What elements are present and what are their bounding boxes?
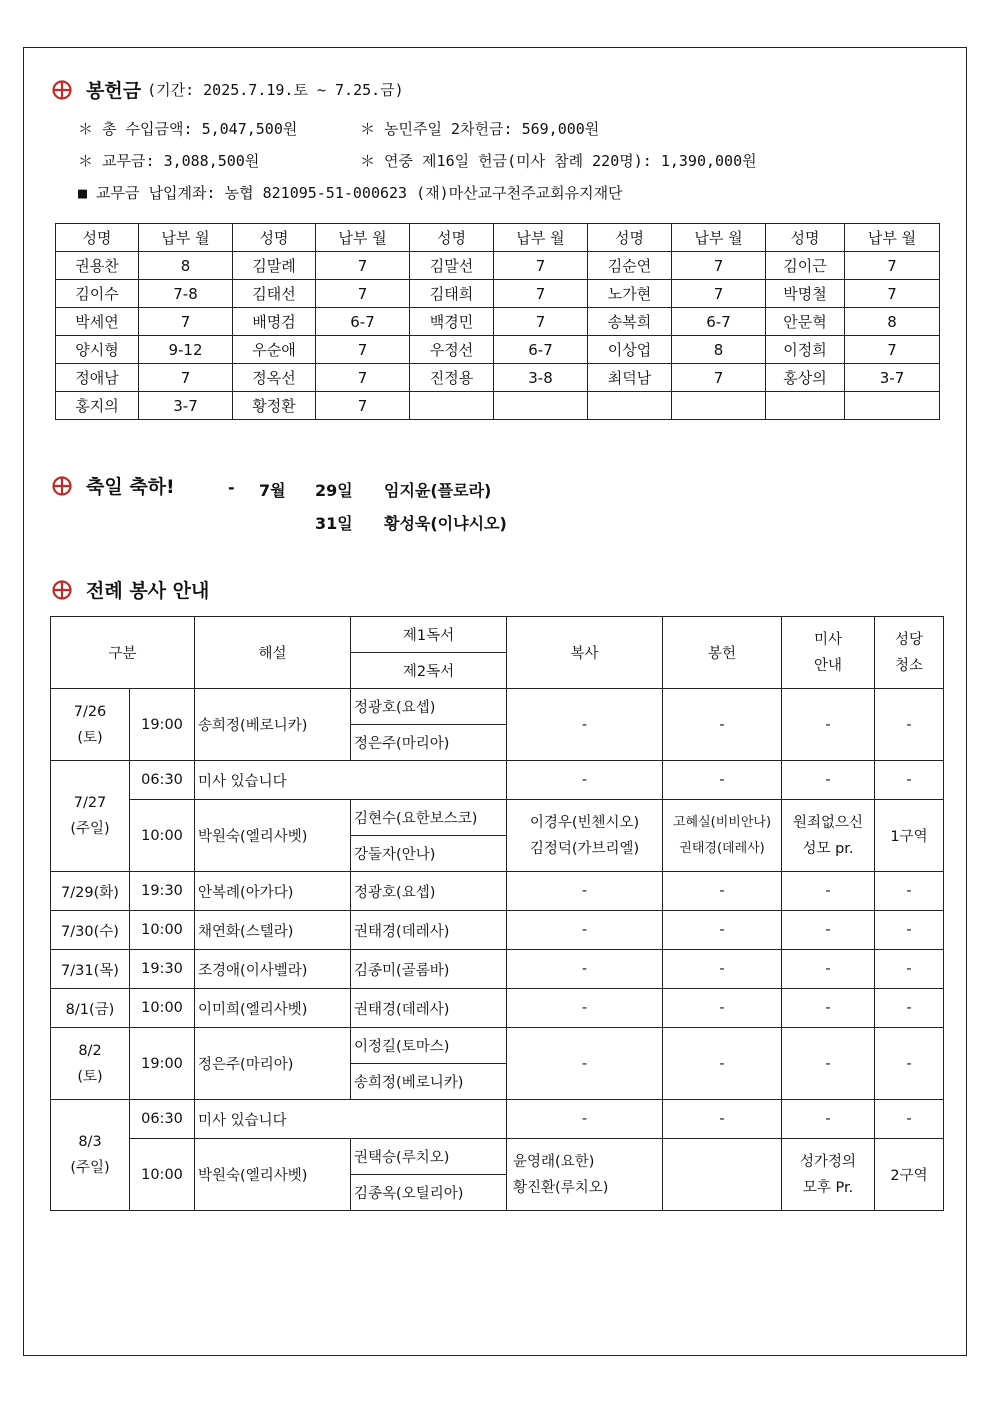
table-row — [56, 308, 940, 336]
reading1-cell: 이정길(토마스) — [351, 1028, 507, 1064]
usher-cell: - — [782, 950, 875, 989]
commentary-cell: 채연화(스텔라) — [195, 911, 351, 950]
cleaning-cell: - — [875, 1100, 944, 1139]
header-month: 납부 월 — [494, 224, 588, 252]
donor-name-cell: 노가현 — [588, 280, 672, 308]
server-cell: - — [507, 989, 663, 1028]
table-row — [56, 280, 940, 308]
table-row — [51, 989, 944, 1028]
paid-month-cell: 7 — [139, 364, 233, 392]
header-reading1: 제1독서 — [351, 617, 507, 653]
reading2-cell: 김종옥(오틸리아) — [351, 1175, 507, 1211]
reading1-cell: 정광호(요셉) — [351, 689, 507, 725]
time-cell: 19:00 — [130, 689, 195, 761]
offering-account: ■ 교무금 납입계좌: 농협 821095-51-000623 (재)마산교구천주교회유지재단 — [78, 184, 623, 202]
header-name: 성명 — [233, 224, 316, 252]
paid-month-cell: 3-7 — [845, 364, 940, 392]
paid-month-cell: 7 — [139, 308, 233, 336]
server-cell: - — [507, 950, 663, 989]
usher-cell: - — [782, 1028, 875, 1100]
donor-name-cell: 송복희 — [588, 308, 672, 336]
cleaning-cell: - — [875, 950, 944, 989]
date-cell: 7/27 (주일) — [51, 761, 130, 872]
service-heading — [52, 576, 209, 603]
donor-name-cell: 김이수 — [56, 280, 139, 308]
offering-dues: ＊ 교무금: 3,088,500원 — [78, 152, 260, 170]
header-commentary: 해설 — [195, 617, 351, 689]
donor-name-cell: 박명철 — [766, 280, 845, 308]
paid-month-cell: 7 — [672, 364, 766, 392]
commentary-cell: 정은주(마리아) — [195, 1028, 351, 1100]
time-cell: 19:30 — [130, 950, 195, 989]
usher-cell: - — [782, 689, 875, 761]
cross-circle-icon — [52, 580, 72, 600]
commentary-cell: 송희정(베로니카) — [195, 689, 351, 761]
server-cell: 윤영래(요한) 황진환(루치오) — [507, 1139, 663, 1211]
donor-name-cell: 김이근 — [766, 252, 845, 280]
birthday-title: 축일 축하! — [86, 476, 175, 498]
paid-month-cell: 3-7 — [139, 392, 233, 420]
time-cell: 10:00 — [130, 911, 195, 950]
donor-name-cell: 백경민 — [410, 308, 494, 336]
reading2-cell: 정은주(마리아) — [351, 725, 507, 761]
reading1-cell: 권택승(루치오) — [351, 1139, 507, 1175]
cleaning-cell: - — [875, 989, 944, 1028]
birthday-heading — [52, 472, 175, 499]
time-cell: 06:30 — [130, 1100, 195, 1139]
offering-title: 봉헌금 — [86, 80, 142, 102]
reading1-cell: 정광호(요셉) — [351, 872, 507, 911]
header-month: 납부 월 — [845, 224, 940, 252]
usher-cell: - — [782, 989, 875, 1028]
table-row — [51, 1028, 944, 1064]
donor-name-cell: 홍상의 — [766, 364, 845, 392]
donor-name-cell: 우정선 — [410, 336, 494, 364]
offering-cell: - — [663, 761, 782, 800]
donation-table — [55, 223, 940, 420]
header-gubun: 구분 — [51, 617, 195, 689]
commentary-cell: 박원숙(엘리사벳) — [195, 1139, 351, 1211]
commentary-cell: 이미희(엘리사벳) — [195, 989, 351, 1028]
date-cell: 7/26 (토) — [51, 689, 130, 761]
reading2-cell: 강둘자(안나) — [351, 836, 507, 872]
paid-month-cell: 7 — [672, 280, 766, 308]
paid-month-cell — [672, 392, 766, 420]
table-row — [51, 950, 944, 989]
header-server: 복사 — [507, 617, 663, 689]
time-cell: 19:00 — [130, 1028, 195, 1100]
header-usher: 미사 안내 — [782, 617, 875, 689]
donor-name-cell: 최덕남 — [588, 364, 672, 392]
usher-cell: - — [782, 911, 875, 950]
donor-name-cell: 정애남 — [56, 364, 139, 392]
cleaning-cell: - — [875, 761, 944, 800]
header-month: 납부 월 — [139, 224, 233, 252]
date-cell: 7/31(목) — [51, 950, 130, 989]
donor-name-cell — [766, 392, 845, 420]
reading2-cell: 송희정(베로니카) — [351, 1064, 507, 1100]
donor-name-cell: 양시형 — [56, 336, 139, 364]
time-cell: 19:30 — [130, 872, 195, 911]
paid-month-cell: 7 — [845, 280, 940, 308]
offering-period: (기간: 2025.7.19.토 ~ 7.25.금) — [147, 81, 404, 99]
donor-name-cell: 정옥선 — [233, 364, 316, 392]
paid-month-cell — [845, 392, 940, 420]
reading1-cell: 김현수(요한보스코) — [351, 800, 507, 836]
date-cell: 8/1(금) — [51, 989, 130, 1028]
paid-month-cell: 3-8 — [494, 364, 588, 392]
date-cell: 7/30(수) — [51, 911, 130, 950]
donor-name-cell: 김순연 — [588, 252, 672, 280]
birthday-name: 황성욱(이냐시오) — [384, 514, 507, 533]
paid-month-cell: 7 — [316, 280, 410, 308]
cleaning-cell: 1구역 — [875, 800, 944, 872]
offering-total: ＊ 총 수입금액: 5,047,500원 — [78, 120, 298, 138]
table-row — [51, 872, 944, 911]
donor-name-cell: 박세연 — [56, 308, 139, 336]
birthday-day: 29일 — [315, 481, 353, 500]
paid-month-cell: 6-7 — [316, 308, 410, 336]
server-cell: - — [507, 689, 663, 761]
cleaning-cell: - — [875, 911, 944, 950]
donor-name-cell: 김말선 — [410, 252, 494, 280]
offering-cell: - — [663, 950, 782, 989]
donor-name-cell: 이정희 — [766, 336, 845, 364]
reading1-cell: 권태경(데레사) — [351, 911, 507, 950]
cross-circle-icon — [52, 80, 72, 100]
table-row — [51, 1139, 944, 1175]
time-cell: 06:30 — [130, 761, 195, 800]
donor-name-cell: 홍지의 — [56, 392, 139, 420]
offering-sunday: ＊ 연중 제16일 헌금(미사 참례 220명): 1,390,000원 — [360, 152, 757, 170]
service-header-row — [51, 617, 944, 653]
header-month: 납부 월 — [316, 224, 410, 252]
paid-month-cell — [494, 392, 588, 420]
time-cell: 10:00 — [130, 989, 195, 1028]
header-cleaning: 성당 청소 — [875, 617, 944, 689]
table-row — [51, 1100, 944, 1139]
offering-cell: - — [663, 689, 782, 761]
usher-cell: - — [782, 761, 875, 800]
offering-farmers: ＊ 농민주일 2차헌금: 569,000원 — [360, 120, 600, 138]
cleaning-cell: - — [875, 689, 944, 761]
donor-name-cell: 배명검 — [233, 308, 316, 336]
mass-note: 미사 있습니다 — [195, 761, 507, 800]
header-name: 성명 — [766, 224, 845, 252]
donation-header-row — [56, 224, 940, 252]
paid-month-cell: 8 — [139, 252, 233, 280]
offering-cell: 고혜실(비비안나) 권태경(데레사) — [663, 800, 782, 872]
header-name: 성명 — [56, 224, 139, 252]
commentary-cell: 조경애(이사벨라) — [195, 950, 351, 989]
donor-name-cell: 이상업 — [588, 336, 672, 364]
paid-month-cell: 8 — [845, 308, 940, 336]
table-row — [51, 689, 944, 725]
paid-month-cell: 7 — [316, 252, 410, 280]
cleaning-cell: 2구역 — [875, 1139, 944, 1211]
paid-month-cell: 7 — [672, 252, 766, 280]
usher-cell: 원죄없으신 성모 pr. — [782, 800, 875, 872]
service-table — [50, 616, 944, 1211]
offering-cell — [663, 1139, 782, 1211]
paid-month-cell: 7 — [845, 336, 940, 364]
offering-cell: - — [663, 872, 782, 911]
cleaning-cell: - — [875, 872, 944, 911]
donor-name-cell: 김말례 — [233, 252, 316, 280]
usher-cell: 성가정의 모후 Pr. — [782, 1139, 875, 1211]
server-cell: 이경우(빈첸시오) 김정덕(가브리엘) — [507, 800, 663, 872]
donor-name-cell: 황정환 — [233, 392, 316, 420]
server-cell: - — [507, 872, 663, 911]
table-row — [51, 800, 944, 836]
donor-name-cell: 김태희 — [410, 280, 494, 308]
donor-name-cell: 진정용 — [410, 364, 494, 392]
server-cell: - — [507, 1100, 663, 1139]
paid-month-cell: 7 — [316, 364, 410, 392]
paid-month-cell: 9-12 — [139, 336, 233, 364]
server-cell: - — [507, 1028, 663, 1100]
header-name: 성명 — [410, 224, 494, 252]
paid-month-cell: 8 — [672, 336, 766, 364]
offering-cell: - — [663, 911, 782, 950]
table-row — [56, 364, 940, 392]
birthday-day: 31일 — [315, 514, 353, 533]
server-cell: - — [507, 911, 663, 950]
offering-cell: - — [663, 989, 782, 1028]
service-title: 전례 봉사 안내 — [86, 580, 210, 602]
header-month: 납부 월 — [672, 224, 766, 252]
header-offering: 봉헌 — [663, 617, 782, 689]
paid-month-cell: 7 — [494, 308, 588, 336]
usher-cell: - — [782, 1100, 875, 1139]
donor-name-cell: 안문혁 — [766, 308, 845, 336]
time-cell: 10:00 — [130, 800, 195, 872]
server-cell: - — [507, 761, 663, 800]
cross-circle-icon — [52, 476, 72, 496]
table-row — [56, 336, 940, 364]
table-row — [51, 911, 944, 950]
paid-month-cell: 7 — [316, 392, 410, 420]
commentary-cell: 안복례(아가다) — [195, 872, 351, 911]
cleaning-cell: - — [875, 1028, 944, 1100]
reading1-cell: 권태경(데레사) — [351, 989, 507, 1028]
donor-name-cell — [588, 392, 672, 420]
table-row — [56, 392, 940, 420]
birthday-name: 임지윤(플로라) — [384, 481, 492, 500]
donor-name-cell: 권용찬 — [56, 252, 139, 280]
paid-month-cell: 7 — [494, 252, 588, 280]
birthday-month: 7월 — [259, 481, 286, 500]
paid-month-cell: 6-7 — [494, 336, 588, 364]
mass-note: 미사 있습니다 — [195, 1100, 507, 1139]
time-cell: 10:00 — [130, 1139, 195, 1211]
paid-month-cell: 7 — [494, 280, 588, 308]
donor-name-cell: 우순애 — [233, 336, 316, 364]
table-row — [51, 761, 944, 800]
usher-cell: - — [782, 872, 875, 911]
date-cell: 8/2 (토) — [51, 1028, 130, 1100]
birthday-dash: - — [228, 478, 235, 497]
paid-month-cell: 7-8 — [139, 280, 233, 308]
header-reading2: 제2독서 — [351, 653, 507, 689]
offering-cell: - — [663, 1028, 782, 1100]
paid-month-cell: 6-7 — [672, 308, 766, 336]
paid-month-cell: 7 — [845, 252, 940, 280]
offering-heading — [52, 76, 404, 103]
commentary-cell: 박원숙(엘리사벳) — [195, 800, 351, 872]
donor-name-cell — [410, 392, 494, 420]
offering-cell: - — [663, 1100, 782, 1139]
donor-name-cell: 김태선 — [233, 280, 316, 308]
date-cell: 8/3 (주일) — [51, 1100, 130, 1211]
header-name: 성명 — [588, 224, 672, 252]
paid-month-cell: 7 — [316, 336, 410, 364]
reading1-cell: 김종미(골롬바) — [351, 950, 507, 989]
date-cell: 7/29(화) — [51, 872, 130, 911]
table-row — [56, 252, 940, 280]
